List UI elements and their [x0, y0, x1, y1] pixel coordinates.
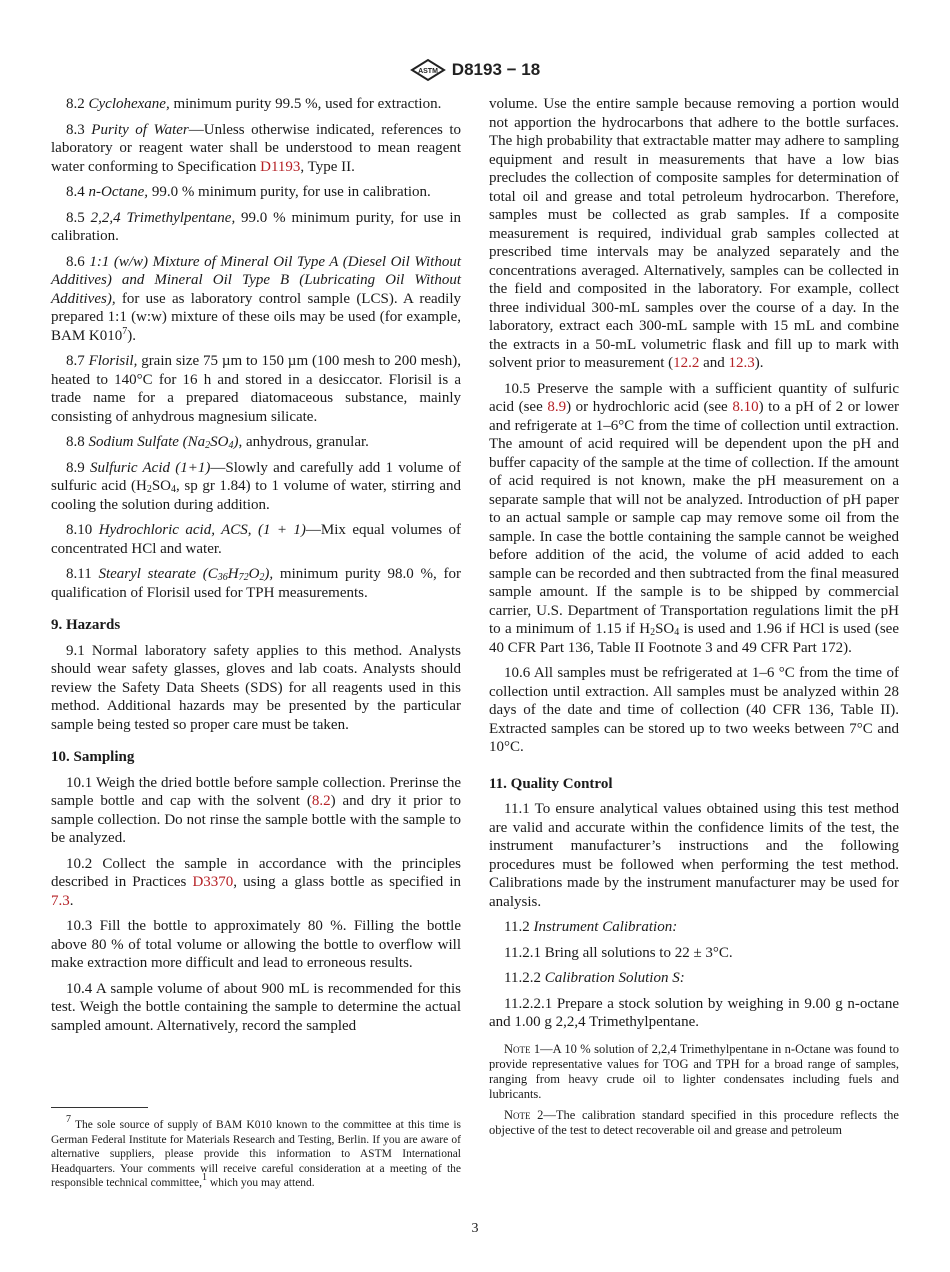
link-7-3[interactable]: 7.3	[51, 892, 70, 909]
section-11-1: 11.1 To ensure analytical values obtained using this test method are valid and accurate within the confidence limits of the test, the instrument manufacturer’s instructions and the following procedures must be followed when performing the test method. Calibrations made by the instrument manufacturer may be used for analysis.	[489, 801, 899, 910]
right-column	[489, 95, 899, 1144]
link-8-2[interactable]: 8.2	[311, 793, 331, 809]
section-10-2: 10.2 Collect the sample in accordance with the principles described in Practices D3370, using a glass bottle as specified in 7.3.	[51, 855, 461, 909]
page-header	[0, 56, 950, 84]
footnote-7: $^7$ The sole source of supply of BAM K010 known to the committee at this time is German Federal Institute for Materials Research and Testing, Berlin. If you are aware of alternative suppliers, please provide this information to ASTM International Headquarters. Your comments will receive careful consideration at a meeting of the responsible technical committee,$^1$ which you may attend.	[51, 1114, 461, 1190]
section-8-9: 8.9 Sulfuric Acid (1+1)—Slowly and carefully add 1 volume of sulfuric acid ($H_2SO_4$, sp gr 1.84) to 1 volume of water, stirring and cooling the solution during addition.	[51, 459, 462, 513]
section-11-2-2: 11.2.2 Calibration Solution S:	[504, 970, 685, 986]
section-8-4: 8.4 n-Octane, 99.0 % minimum purity, for use in calibration.	[66, 184, 431, 200]
astm-logo-icon	[410, 58, 446, 82]
section-10-4: 10.4 A sample volume of about 900 mL is recommended for this test. Weigh the bottle containing the sample to determine the actual sampled amount. Alternatively, record the sampled	[51, 980, 461, 1034]
heading-hazards: 9. Hazards	[51, 617, 121, 633]
section-8-3: 8.3 Purity of Water—Unless otherwise indicated, references to laboratory or reagent water shall be understood to mean reagent water conforming to Specification D1193, Type II.	[51, 121, 461, 175]
link-8-10[interactable]: 8.10	[732, 399, 759, 415]
note-2: Note 2—The calibration standard specified in this procedure reflects the objective of the test to detect recoverable oil and grease and petroleum	[489, 1107, 899, 1137]
link-d3370[interactable]: D3370	[192, 874, 234, 890]
section-8-8: 8.8 Sodium Sulfate $(Na_2SO_4)$, anhydrous, granular.	[66, 434, 369, 451]
section-10-3: 10.3 Fill the bottle to approximately 80 %. Filling the bottle above 80 % of total volume or allowing the bottle to overflow will make extraction more difficult and lead to erroneous results.	[51, 918, 461, 971]
heading-sampling: 10. Sampling	[51, 749, 135, 765]
section-11-2-1: 11.2.1 Bring all solutions to 22 ± 3°C.	[504, 944, 733, 961]
section-11-2-2-1: 11.2.2.1 Prepare a stock solution by weighing in 9.00 g n-octane and 1.00 g 2,2,4 Trimethylpentane.	[489, 995, 899, 1030]
section-11-2: 11.2 Instrument Calibration:	[504, 919, 678, 935]
section-8-2: 8.2 Cyclohexane, minimum purity 99.5 %, used for extraction.	[66, 96, 442, 112]
document-id: D8193 − 18	[451, 60, 541, 79]
link-8-9[interactable]: 8.9	[547, 399, 567, 415]
link-12-2[interactable]: 12.2	[673, 355, 700, 371]
section-8-7: 8.7 Florisil, grain size 75 µm to 150 µm (100 mesh to 200 mesh), heated to 140°C for 16 h and stored in a desiccator. Florisil is a trade name for a prepared diatomaceous substance, mainly consisting of anhydrous magnesium silicate.	[51, 353, 462, 425]
section-8-6: 8.6 1:1 (w/w) Mixture of Mineral Oil Type A (Diesel Oil Without Additives) and Mineral Oil Type B (Lubricating Oil Without Additives), for use as laboratory control sample (LCS). A readily prepared 1:1 (w:w) mixture of these oils may be used (for example, BAM $K010^7$).	[51, 253, 461, 344]
section-8-11: 8.11 Stearyl stearate $(C_{36}H_{72}O_2)$, minimum purity 98.0 %, for qualification of Florisil used for TPH measurements.	[51, 566, 461, 601]
page-number: 3	[471, 1221, 479, 1236]
footnote-ref-7[interactable]: 7	[122, 325, 128, 337]
section-9-1: 9.1 Normal laboratory safety applies to this method. Analysts should wear safety glasses, gloves and lab coats. Analysts should review the Safety Data Sheets (SDS) for all reagents used in this method. Additional hazards may be presented by the particular sample being tested so proper care must be taken.	[51, 642, 461, 733]
link-d1193[interactable]: D1193	[260, 158, 301, 175]
section-8-10: 8.10 Hydrochloric acid, ACS, (1 + 1)—Mix equal volumes of concentrated HCl and water.	[51, 522, 462, 557]
left-column	[51, 95, 461, 1042]
link-12-3[interactable]: 12.3	[728, 355, 755, 371]
section-10-5: 10.5 Preserve the sample with a sufficient quantity of sulfuric acid (see 8.9) or hydrochloric acid (see 8.10) to a pH of 2 or lower and refrigerate at 1–6°C from the time of collection until extraction. The amount of acid required will be dependent upon the pH and buffer capacity of the sample at the time of collection. If the amount of acid required is not known, make the pH measurement on a separate sample that will not be analyzed. Introduction of pH paper to an actual sample or sample cap may remove some oil from the sample. In case the bottle containing the sample cannot be weighed before addition of the acid, the volume of acid added to each sample can be recorded and then subtracted from the final measured sample amount. If the sample is to be shipped by commercial carrier, U.S. Department of Transportation regulations limit the pH to a minimum of 1.15 if $H_2SO_4$ is used and 1.96 if HCl is used (see 40 CFR Part 136, Table II Footnote 3 and 49 CFR Part 172).	[489, 380, 900, 656]
section-10-4-continued: volume. Use the entire sample because removing a portion would not apportion the hydrocarbons that adhere to the bottle surfaces. The high probability that extractable matter may adhere to sampling equipment and result in measurements that have a low bias precludes the collection of composite samples for determination of total oil and grease and total petroleum hydrocarbon. Therefore, samples must be collected as grab samples. If a composite measurement is required, individual grab samples collected at prescribed time intervals may be analyzed separately and the concentrations averaged. Alternatively, samples can be collected in the field and composited in the laboratory. For example, collect three individual 300-mL samples over the course of a day. In the laboratory, extract each 300-mL sample with 15 mL and combine the extracts in a 50-mL volumetric flask and fill up to mark with solvent prior to measurement (12.2 and 12.3).	[489, 96, 899, 371]
section-8-5: 8.5 2,2,4 Trimethylpentane, 99.0 % minimum purity, for use in calibration.	[51, 209, 461, 244]
svg-text:ASTM: ASTM	[417, 68, 438, 75]
section-10-1: 10.1 Weigh the dried bottle before sample collection. Prerinse the sample bottle and cap with the solvent (8.2) and dry it prior to sample collection. Do not rinse the sample bottle with the sample to be analyzed.	[51, 774, 461, 846]
footnote-divider	[51, 1107, 148, 1108]
note-1: Note 1—A 10 % solution of 2,2,4 Trimethylpentane in n-Octane was found to provide representative values for TOG and TPH for a broad range of samples, ranging from heavy crude oil to lighter condensates including fuels and lubricants.	[489, 1041, 899, 1101]
section-10-6: 10.6 All samples must be refrigerated at 1–6 °C from the time of collection until extraction. All samples must be analyzed within 28 days of the date and time of collection (40 CFR 136, Table II). Extracted samples can be stored up to two weeks between 7°C and 10°C.	[489, 665, 899, 755]
heading-quality-control: 11. Quality Control	[489, 775, 613, 792]
